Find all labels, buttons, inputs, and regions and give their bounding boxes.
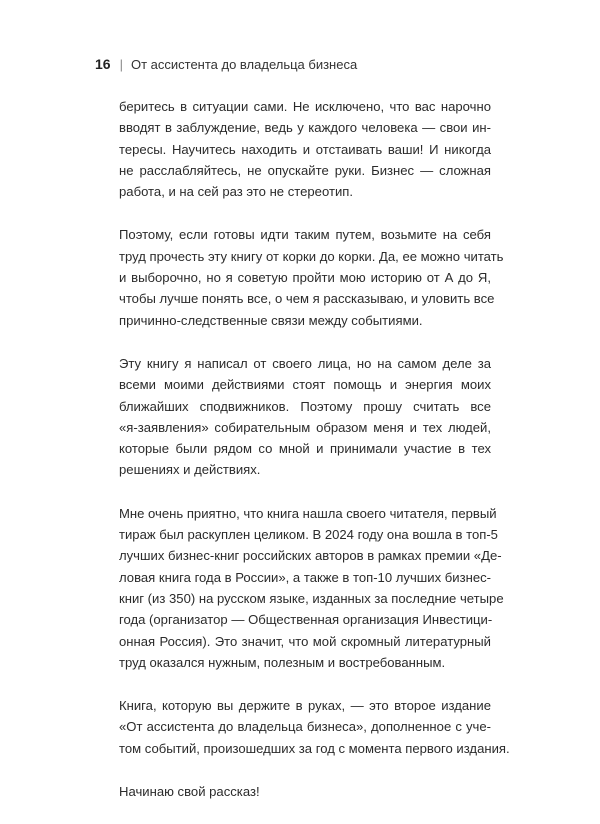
text-line: Поэтому, если готовы идти таким путем, возьмите на себя (119, 227, 491, 243)
text-line: Начинаю свой рассказ! (119, 784, 260, 800)
text-line: ловая книга года в России», а также в топ-10 лучших бизнес- (119, 569, 492, 585)
text-line: Мне очень приятно, что книга нашла своего читателя, первый (119, 505, 497, 521)
text-line: причинно-следственные связи между событиями. (119, 312, 423, 328)
text-line: работа, и на сей раз это не стереотип. (119, 184, 353, 200)
text-line: онная Россия). Это значит, что мой скромный литературный (119, 633, 491, 649)
paragraph (119, 96, 491, 202)
text-line: которые были рядом со мной и принимали участие в тех (119, 441, 491, 457)
paragraph (119, 353, 491, 481)
text-line: труд прочесть эту книгу от корки до корки. Да, ее можно читать (119, 248, 504, 264)
text-line: труд оказался нужным, полезным и востребованным. (119, 654, 446, 670)
paragraph (119, 781, 491, 802)
paragraph (119, 503, 504, 673)
text-line: года (организатор — Общественная организация Инвестици- (119, 612, 493, 628)
text-line: книг (из 350) на русском языке, изданных за последние четыре (119, 590, 504, 606)
text-line: не расслабляйтесь, не опускайте руки. Бизнес — сложная (119, 162, 491, 178)
text-line: беритесь в ситуации сами. Не исключено, что вас нарочно (119, 99, 491, 114)
paragraph (119, 224, 504, 330)
text-line: решениях и действиях. (119, 462, 261, 478)
running-header-title: От ассистента до владельца бизнеса (130, 56, 358, 72)
text-line: вводят в заблуждение, ведь у каждого человека — свои ин- (119, 120, 491, 136)
text-line: тираж был раскуплен целиком. В 2024 году она вошла в топ-5 (119, 527, 498, 543)
page-number: 16 (95, 56, 111, 72)
text-line: лучших бизнес-книг российских авторов в рамках премии «Де- (119, 548, 502, 564)
text-line: и выборочно, но я советую пройти мою историю от А до Я, (119, 270, 491, 286)
text-line: Книга, которую вы держите в руках, — это второе издание (119, 698, 491, 714)
running-header (95, 55, 357, 73)
text-line: том событий, произошедших за год с момента первого издания. (119, 740, 510, 756)
text-line: чтобы лучше понять все, о чем я рассказываю, и уловить все (119, 291, 495, 307)
text-line: «я-заявления» собирательным образом меня и тех людей, (119, 419, 491, 435)
text-line: ближайших сподвижников. Поэтому прошу считать все (119, 398, 491, 414)
body-text (119, 96, 510, 824)
text-line: «От ассистента до владельца бизнеса», дополненное с уче- (119, 719, 491, 735)
text-line: тересы. Научитесь находить и отстаивать ваши! И никогда (119, 141, 491, 157)
text-line: Эту книгу я написал от своего лица, но на самом деле за (119, 355, 491, 371)
header-separator: | (119, 56, 123, 72)
paragraph (119, 695, 510, 759)
text-line: всеми моими действиями стоят помощь и энергия моих (119, 377, 491, 393)
